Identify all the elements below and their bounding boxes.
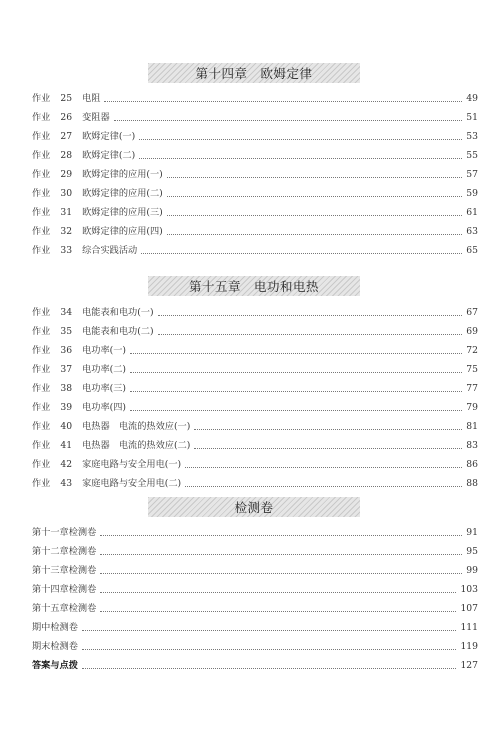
dot-leader [194, 448, 462, 449]
dot-leader [114, 120, 462, 121]
entry-title: 欧姆定律的应用(三) [82, 207, 163, 218]
entry-title: 家庭电路与安全用电(一) [82, 459, 182, 470]
dot-leader [185, 467, 462, 468]
entry-label: 作业 [32, 345, 51, 356]
entry-number: 35 [60, 326, 73, 337]
dot-leader [139, 158, 462, 159]
entry-title: 变阻器 [82, 112, 110, 123]
toc-entry[interactable] [32, 558, 478, 577]
entry-page-number: 57 [466, 169, 478, 180]
entry-label: 作业 [32, 383, 51, 394]
toc-entry[interactable] [32, 300, 478, 319]
tests-list [32, 520, 478, 672]
entry-page-number: 88 [466, 478, 478, 489]
chapter-14-header [148, 63, 360, 83]
entry-title: 欧姆定律(一) [82, 131, 136, 142]
entry-label: 作业 [32, 459, 51, 470]
entry-label: 作业 [32, 307, 51, 318]
entry-number: 43 [60, 478, 73, 489]
entry-title: 电功率(四) [82, 402, 126, 413]
entry-page-number: 111 [460, 622, 478, 633]
entry-page-number: 59 [466, 188, 478, 199]
dot-leader [141, 253, 462, 254]
entry-page-number: 79 [466, 402, 478, 413]
toc-entry[interactable] [32, 319, 478, 338]
dot-leader [167, 215, 462, 216]
entry-page-number: 86 [466, 459, 478, 470]
chapter-15-list [32, 300, 478, 490]
entry-page-number: 119 [460, 641, 478, 652]
tests-header [148, 497, 360, 517]
entry-number: 42 [60, 459, 73, 470]
entry-title: 第十三章检测卷 [32, 565, 97, 576]
entry-label: 作业 [32, 364, 51, 375]
entry-page-number: 63 [466, 226, 478, 237]
dot-leader [130, 353, 462, 354]
dot-leader [185, 486, 462, 487]
entry-page-number: 103 [460, 584, 478, 595]
entry-title: 电功率(一) [82, 345, 126, 356]
entry-page-number: 72 [466, 345, 478, 356]
dot-leader [82, 668, 457, 669]
entry-number: 27 [60, 131, 73, 142]
toc-entry[interactable] [32, 86, 478, 105]
chapter-14-list [32, 86, 478, 257]
toc-entry[interactable] [32, 452, 478, 471]
toc-entry[interactable] [32, 520, 478, 539]
entry-title: 欧姆定律的应用(四) [82, 226, 163, 237]
entry-number: 37 [60, 364, 73, 375]
entry-number: 38 [60, 383, 73, 394]
toc-entry[interactable] [32, 105, 478, 124]
dot-leader [100, 554, 462, 555]
dot-leader [130, 391, 462, 392]
entry-title: 答案与点拨 [32, 660, 78, 671]
entry-label: 作业 [32, 440, 51, 451]
entry-page-number: 61 [466, 207, 478, 218]
entry-page-number: 91 [466, 527, 478, 538]
entry-title: 电功率(三) [82, 383, 126, 394]
dot-leader [167, 234, 462, 235]
entry-title: 电能表和电功(二) [82, 326, 154, 337]
entry-page-number: 107 [460, 603, 478, 614]
toc-entry[interactable] [32, 124, 478, 143]
entry-page-number: 127 [460, 660, 478, 671]
entry-page-number: 55 [466, 150, 478, 161]
entry-page-number: 49 [466, 93, 478, 104]
entry-label: 作业 [32, 112, 51, 123]
entry-number: 26 [60, 112, 73, 123]
dot-leader [194, 429, 462, 430]
toc-entry[interactable] [32, 539, 478, 558]
entry-label: 作业 [32, 326, 51, 337]
entry-number: 25 [60, 93, 73, 104]
entry-label: 作业 [32, 169, 51, 180]
dot-leader [100, 611, 456, 612]
entry-title: 期末检测卷 [32, 641, 78, 652]
chapter-15-header [148, 276, 360, 296]
dot-leader [100, 573, 462, 574]
toc-entry[interactable] [32, 338, 478, 357]
toc-entry-answers[interactable] [32, 653, 478, 672]
toc-entry[interactable] [32, 577, 478, 596]
entry-title: 电功率(二) [82, 364, 126, 375]
dot-leader [167, 177, 462, 178]
entry-title: 电阻 [82, 93, 101, 104]
dot-leader [130, 372, 462, 373]
toc-entry[interactable] [32, 471, 478, 490]
entry-label: 作业 [32, 150, 51, 161]
entry-number: 39 [60, 402, 73, 413]
entry-page-number: 67 [466, 307, 478, 318]
toc-entry[interactable] [32, 414, 478, 433]
entry-label: 作业 [32, 93, 51, 104]
toc-entry[interactable] [32, 162, 478, 181]
entry-label: 作业 [32, 245, 51, 256]
entry-number: 29 [60, 169, 73, 180]
toc-entry[interactable] [32, 433, 478, 452]
entry-title: 电热器 电流的热效应(一) [82, 421, 191, 432]
entry-label: 作业 [32, 402, 51, 413]
dot-leader [130, 410, 462, 411]
entry-number: 34 [60, 307, 73, 318]
entry-label: 作业 [32, 421, 51, 432]
chapter-14-title: 第十四章 欧姆定律 [195, 66, 313, 81]
entry-title: 电能表和电功(一) [82, 307, 154, 318]
entry-page-number: 99 [466, 565, 478, 576]
toc-entry[interactable] [32, 238, 478, 257]
dot-leader [100, 592, 456, 593]
entry-page-number: 75 [466, 364, 478, 375]
entry-page-number: 69 [466, 326, 478, 337]
entry-number: 33 [60, 245, 73, 256]
toc-entry[interactable] [32, 143, 478, 162]
dot-leader [104, 101, 462, 102]
toc-entry[interactable] [32, 181, 478, 200]
entry-number: 40 [60, 421, 73, 432]
entry-label: 作业 [32, 226, 51, 237]
dot-leader [82, 649, 457, 650]
entry-number: 31 [60, 207, 73, 218]
entry-number: 30 [60, 188, 73, 199]
dot-leader [158, 334, 462, 335]
entry-page-number: 53 [466, 131, 478, 142]
entry-title: 欧姆定律的应用(一) [82, 169, 163, 180]
toc-entry[interactable] [32, 596, 478, 615]
entry-label: 作业 [32, 131, 51, 142]
entry-title: 期中检测卷 [32, 622, 78, 633]
entry-title: 家庭电路与安全用电(二) [82, 478, 182, 489]
entry-label: 作业 [32, 478, 51, 489]
entry-number: 41 [60, 440, 73, 451]
entry-page-number: 81 [466, 421, 478, 432]
toc-entry[interactable] [32, 357, 478, 376]
entry-page-number: 83 [466, 440, 478, 451]
toc-entry[interactable] [32, 615, 478, 634]
entry-title: 欧姆定律(二) [82, 150, 136, 161]
toc-entry[interactable] [32, 395, 478, 414]
entry-number: 36 [60, 345, 73, 356]
entry-page-number: 77 [466, 383, 478, 394]
entry-title: 第十二章检测卷 [32, 546, 97, 557]
entry-title: 电热器 电流的热效应(二) [82, 440, 191, 451]
entry-title: 第十一章检测卷 [32, 527, 97, 538]
tests-title: 检测卷 [234, 500, 274, 515]
toc-entry[interactable] [32, 219, 478, 238]
entry-title: 综合实践活动 [82, 245, 138, 256]
entry-number: 28 [60, 150, 73, 161]
dot-leader [139, 139, 462, 140]
entry-label: 作业 [32, 207, 51, 218]
entry-page-number: 51 [466, 112, 478, 123]
toc-entry[interactable] [32, 634, 478, 653]
toc-entry[interactable] [32, 200, 478, 219]
entry-title: 欧姆定律的应用(二) [82, 188, 163, 199]
dot-leader [100, 535, 462, 536]
entry-page-number: 95 [466, 546, 478, 557]
dot-leader [158, 315, 462, 316]
chapter-15-title: 第十五章 电功和电热 [188, 279, 319, 294]
dot-leader [82, 630, 457, 631]
entry-page-number: 65 [466, 245, 478, 256]
dot-leader [167, 196, 462, 197]
entry-title: 第十五章检测卷 [32, 603, 97, 614]
entry-label: 作业 [32, 188, 51, 199]
entry-title: 第十四章检测卷 [32, 584, 97, 595]
entry-number: 32 [60, 226, 73, 237]
toc-entry[interactable] [32, 376, 478, 395]
